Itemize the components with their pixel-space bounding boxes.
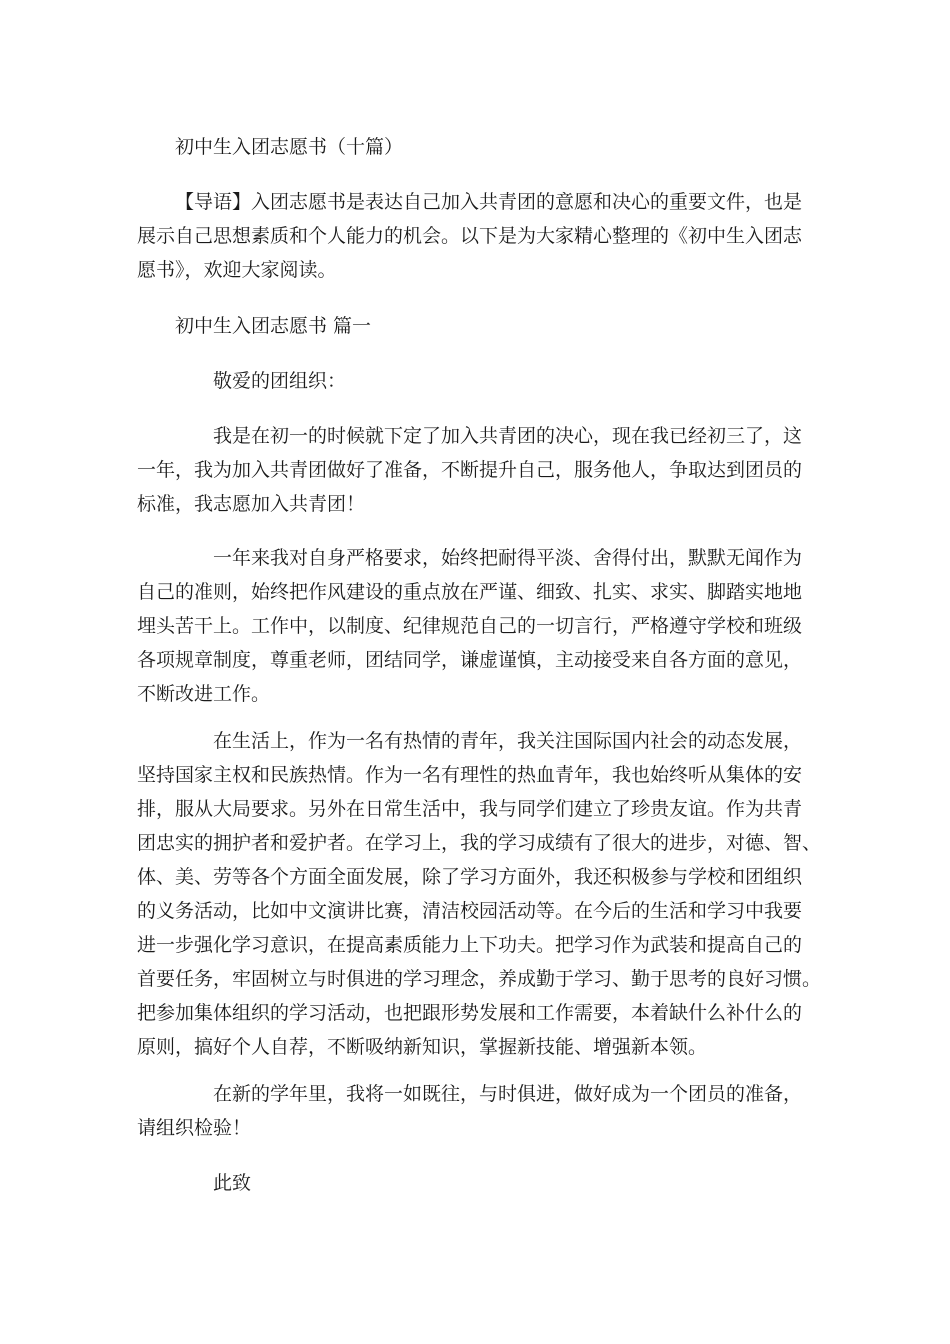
paragraph1-line-1: 我是在初一的时候就下定了加入共青团的决心，现在我已经初三了，这 [213,425,803,447]
paragraph3-line-8: 首要任务，牢固树立与时俱进的学习理念，养成勤于学习、勤于思考的良好习惯。 [137,968,822,990]
paragraph2-line-1: 一年来我对自身严格要求，始终把耐得平淡、舍得付出，默默无闻作为 [213,547,803,569]
paragraph4-line-1: 在新的学年里，我将一如既往，与时俱进，做好成为一个团员的准备， [213,1083,803,1105]
document-title: 初中生入团志愿书（十篇） [175,136,404,158]
paragraph2-line-3: 埋头苦干上。工作中，以制度、纪律规范自己的一切言行，严格遵守学校和班级 [137,615,803,637]
paragraph2-line-4: 各项规章制度，尊重老师，团结同学，谦虚谨慎，主动接受来自各方面的意见， [137,649,803,671]
paragraph3-line-2: 坚持国家主权和民族热情。作为一名有理性的热血青年，我也始终听从集体的安 [137,764,803,786]
paragraph2-line-2: 自己的准则，始终把作风建设的重点放在严谨、细致、扎实、求实、脚踏实地地 [137,581,803,603]
paragraph4-line-2: 请组织检验！ [137,1117,252,1139]
paragraph1-line-2: 一年，我为加入共青团做好了准备，不断提升自己，服务他人，争取达到团员的 [137,459,803,481]
paragraph3-line-10: 原则，搞好个人自荐，不断吸纳新知识，掌握新技能、增强新本领。 [137,1036,708,1058]
section-heading: 初中生入团志愿书 篇一 [175,315,372,337]
paragraph1-line-3: 标准，我志愿加入共青团！ [137,493,366,515]
paragraph2-line-5: 不断改进工作。 [137,683,271,705]
intro-line-3: 愿书》，欢迎大家阅读。 [137,259,337,281]
salutation: 敬爱的团组织： [213,370,347,392]
intro-line-2: 展示自己思想素质和个人能力的机会。以下是为大家精心整理的《初中生入团志 [137,225,803,247]
paragraph3-line-5: 体、美、劳等各个方面全面发展，除了学习方面外，我还积极参与学校和团组织 [137,866,803,888]
paragraph3-line-9: 把参加集体组织的学习活动，也把跟形势发展和工作需要，本着缺什么补什么的 [137,1002,803,1024]
closing: 此致 [213,1172,252,1194]
paragraph3-line-7: 进一步强化学习意识，在提高素质能力上下功夫。把学习作为武装和提高自己的 [137,934,803,956]
paragraph3-line-6: 的义务活动，比如中文演讲比赛，清洁校园活动等。在今后的生活和学习中我要 [137,900,803,922]
paragraph3-line-1: 在生活上，作为一名有热情的青年，我关注国际国内社会的动态发展， [213,730,803,752]
intro-line-1: 【导语】入团志愿书是表达自己加入共青团的意愿和决心的重要文件，也是 [175,191,803,213]
paragraph3-line-3: 排，服从大局要求。另外在日常生活中，我与同学们建立了珍贵友谊。作为共青 [137,798,803,820]
paragraph3-line-4: 团忠实的拥护者和爱护者。在学习上，我的学习成绩有了很大的进步，对德、智、 [137,832,822,854]
